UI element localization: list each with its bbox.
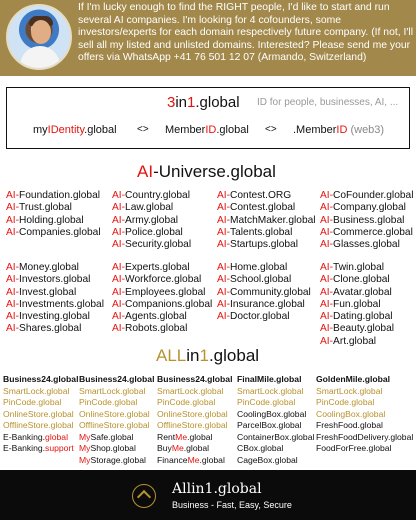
header-text: If I'm lucky enough to find the RIGHT people, I'd like to start and run several AI companies. I'm looking for 4 cofounders, some investors/experts for each domain respectively future company. (If not, I'll sell all my listed and unlisted domains. Interested? Please send me your offers via WhatsApp +41 76 501 12 07 (Armando, Switzerland) [78,2,414,64]
ai-domain-name: Foundation.global [19,190,101,201]
ai-domain-name: Talents.global [230,226,293,238]
ai-domain-name: Community.global [230,286,311,298]
ai-domain-item[interactable] [217,239,316,251]
ai-prefix: AI- [112,298,126,310]
ai-prefix: AI- [6,274,20,286]
ai-prefix: AI- [320,214,334,226]
ai-domain-name: Insurance.global [230,298,305,310]
ai-prefix: AI- [6,311,20,323]
ai-list-col8 [320,262,394,348]
ai-domain-item[interactable] [6,227,101,239]
business-col1: Business24.global SmartLock.global PinCode.global OnlineStore.global OfflineStore.global E-Banking.global E-Banking.support [3,374,79,453]
dotmemberid-domain: .MemberID (web3) [293,124,385,136]
ai-prefix: AI- [112,202,126,214]
ai-prefix: AI- [112,214,126,226]
ai-prefix: AI- [6,323,20,335]
ai-domain-name: Companions.global [125,298,213,310]
ai-prefix: AI- [6,262,20,273]
ai-domain-item[interactable] [112,323,212,335]
ai-domain-item[interactable] [217,262,311,274]
ai-domain-name: Police.global [125,226,183,238]
ai-prefix: AI- [112,190,126,201]
ai-domain-name: Commerce.global [333,226,413,238]
ai-domain-name: Glasses.global [333,239,400,251]
ai-prefix: AI- [217,274,231,286]
memberid-domain: MemberID.global [165,124,249,136]
ai-domain-item[interactable] [217,311,311,323]
ai-domain-name: Country.global [125,190,190,201]
ai-domain-item[interactable] [320,299,394,311]
ai-prefix: AI- [320,226,334,238]
ai-domain-item[interactable] [6,311,104,323]
ai-domain-name: Fun.global [333,298,381,310]
ai-domain-item[interactable] [112,227,191,239]
chevron-up-logo-icon [132,484,156,508]
ai-prefix: AI- [217,226,231,238]
ai-domain-name: Army.global [125,214,179,226]
ai-domain-item[interactable] [320,239,413,251]
footer-tagline: Business - Fast, Easy, Secure [172,500,292,510]
box-subtitle: ID for people, businesses, AI, ... [257,97,399,108]
ai-universe-title: AI-Universe.global [137,162,276,181]
ai-list-col2 [112,190,191,251]
ai-domain-name: Holding.global [19,214,84,226]
ai-domain-item[interactable] [320,215,413,227]
ai-domain-item[interactable] [320,336,394,348]
ai-domain-name: Experts.global [125,262,190,273]
ai-list-col6 [112,262,212,336]
ai-domain-name: Agents.global [125,311,187,323]
ai-prefix: AI- [6,202,20,214]
ai-domain-name: Startups.global [230,239,298,251]
ai-domain-name: MatchMaker.global [230,214,316,226]
ai-domain-item[interactable] [320,274,394,286]
ai-prefix: AI- [217,202,231,214]
business-col3: Business24.global SmartLock.global PinCode.global OnlineStore.global OfflineStore.global RentMe.global BuyMe.global FinanceMe.global [157,374,233,465]
ai-prefix: AI- [217,239,231,251]
ai-list-col5 [6,262,104,336]
ai-domain-name: Investors.global [19,274,91,286]
ai-domain-item[interactable] [6,323,104,335]
allin1-title: ALLin1.global [156,346,260,365]
ai-prefix: AI- [217,262,231,273]
ai-list-col1 [6,190,101,239]
ai-prefix: AI- [320,323,334,335]
ai-domain-item[interactable] [217,215,316,227]
ai-domain-name: Home.global [230,262,288,273]
business-col2: Business24.global SmartLock.global PinCode.global OnlineStore.global OfflineStore.global MySafe.global MyShop.global MyStorage.global [79,374,155,465]
ai-prefix: AI- [217,214,231,226]
ai-domain-item[interactable] [112,202,191,214]
business-col5: GoldenMile.global SmartLock.global PinCode.global CoolingBox.global FreshFood.global FreshFoodDelivery.global FoodForFree.global [316,374,414,453]
ai-domain-item[interactable] [6,262,104,274]
ai-domain-name: Invest.global [19,286,77,298]
ai-domain-name: School.global [230,274,292,286]
footer-title[interactable]: Allin1.global [172,481,262,497]
ai-domain-item[interactable] [320,311,394,323]
ai-domain-name: Contest.ORG [230,190,292,201]
ai-domain-item[interactable] [112,262,212,274]
ai-prefix: AI- [112,274,126,286]
ai-domain-item[interactable] [112,190,191,202]
ai-prefix: AI- [217,298,231,310]
ai-prefix: AI- [217,311,231,323]
ai-domain-item[interactable] [217,227,316,239]
ai-domain-item[interactable] [320,227,413,239]
ai-domain-item[interactable] [6,215,101,227]
ai-domain-item[interactable] [320,323,394,335]
arrow-1: <> [137,124,149,135]
ai-prefix: AI- [6,298,20,310]
ai-list-col4 [320,190,413,251]
ai-domain-name: Business.global [333,214,405,226]
ai-domain-item[interactable] [112,274,212,286]
ai-domain-name: Workforce.global [125,274,202,286]
ai-prefix: AI- [320,298,334,310]
ai-domain-item[interactable] [217,190,316,202]
ai-prefix: AI- [217,190,231,201]
ai-prefix: AI- [112,311,126,323]
ai-domain-item[interactable] [112,287,212,299]
ai-domain-name: Money.global [19,262,79,273]
ai-prefix: AI- [112,262,126,273]
ai-domain-item[interactable] [320,287,394,299]
avatar-face [31,20,51,44]
ai-domain-item[interactable] [6,287,104,299]
ai-domain-item[interactable] [6,299,104,311]
ai-domain-name: Company.global [333,202,406,214]
ai-prefix: AI- [320,274,334,286]
ai-domain-name: Investing.global [19,311,90,323]
ai-domain-name: CoFounder.global [333,190,414,201]
ai-prefix: AI- [112,239,126,251]
ai-domain-name: Robots.global [125,323,188,335]
ai-domain-item[interactable] [6,202,101,214]
box-title: 3in1.global [167,94,240,111]
business-col4: FinalMile.global SmartLock.global PinCode.global CoolingBox.global ParcelBox.global ContainerBox.global CBox.global CageBox.global [237,374,315,465]
ai-domain-name: Contest.global [230,202,296,214]
ai-prefix: AI- [6,286,20,298]
ai-domain-name: Trust.global [19,202,72,214]
domain-box [6,87,410,149]
ai-prefix: AI- [217,286,231,298]
ai-domain-item[interactable] [217,299,311,311]
ai-domain-item[interactable] [320,202,413,214]
ai-domain-item[interactable] [112,215,191,227]
ai-domain-item[interactable] [6,274,104,286]
ai-domain-name: Law.global [125,202,174,214]
ai-prefix: AI- [112,323,126,335]
ai-domain-name: Employees.global [125,286,206,298]
ai-domain-name: Doctor.global [230,311,290,323]
ai-domain-item[interactable] [217,274,311,286]
ai-prefix: AI- [320,286,334,298]
ai-prefix: AI- [320,202,334,214]
ai-domain-item[interactable] [320,190,413,202]
ai-domain-name: Investments.global [19,298,104,310]
avatar [6,4,72,70]
ai-prefix: AI- [320,239,334,251]
ai-domain-name: Avatar.global [333,286,392,298]
ai-domain-name: Clone.global [333,274,390,286]
ai-domain-item[interactable] [112,299,212,311]
ai-domain-name: Twin.global [333,262,384,273]
ai-domain-name: Security.global [125,239,192,251]
ai-prefix: AI- [320,335,334,347]
ai-domain-item[interactable] [112,239,191,251]
ai-prefix: AI- [320,311,334,323]
ai-domain-item[interactable] [112,311,212,323]
ai-domain-name: Beauty.global [333,323,395,335]
ai-domain-item[interactable] [6,190,101,202]
ai-prefix: AI- [6,214,20,226]
ai-domain-item[interactable] [217,202,316,214]
ai-prefix: AI- [6,226,20,238]
ai-domain-name: Shares.global [19,323,82,335]
ai-list-col7 [217,262,311,323]
ai-prefix: AI- [320,190,334,201]
ai-prefix: AI- [112,226,126,238]
arrow-2: <> [265,124,277,135]
ai-domain-item[interactable] [320,262,394,274]
ai-domain-item[interactable] [217,287,311,299]
ai-prefix: AI- [6,190,20,201]
myidentity-domain: myIDentity.global [33,124,117,136]
ai-list-col3 [217,190,316,251]
ai-domain-name: Dating.global [333,311,393,323]
ai-prefix: AI- [320,262,334,273]
avatar-shirt [20,46,60,70]
ai-prefix: AI- [112,286,126,298]
ai-domain-name: Art.global [333,335,377,347]
ai-domain-name: Companies.global [19,226,101,238]
